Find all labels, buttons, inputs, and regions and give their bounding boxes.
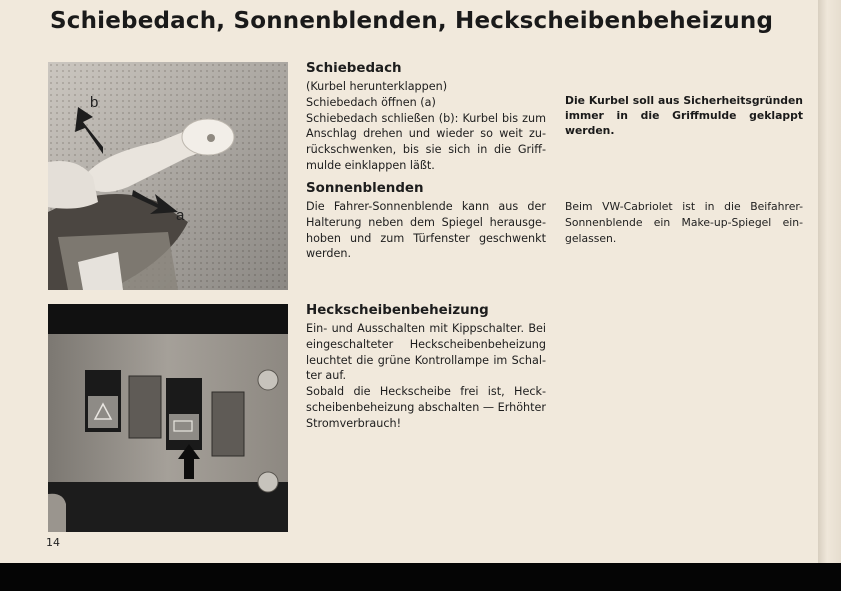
page-title: Schiebedach, Sonnenblenden, Heckscheibenbeheizung [50, 8, 774, 34]
bottom-border [0, 563, 841, 591]
heckscheibe-heading: Heckscheibenbeheizung [306, 303, 489, 318]
rear-window-switch-photo [48, 304, 288, 532]
arrow-b-label: b [90, 94, 99, 111]
cabriolet-note: Beim VW-Cabriolet ist in die Beifahrer-Sonnenblende ein Make-up-Spiegel eingelassen. [565, 200, 803, 245]
section-schiebedach [306, 60, 546, 174]
page-edge [818, 0, 841, 563]
schiebedach-line-1: (Kurbel herunterklappen) [306, 80, 448, 93]
schiebedach-line-3: Schiebedach schließen (b): Kurbel bis zum Anschlag drehen und wieder so weit zurückschwenken, bis sie sich in die Griffmulde einklappen läßt. [306, 111, 546, 172]
safety-note: Die Kurbel soll aus Sicherheitsgründen immer in die Griffmulde geklappt werden. [565, 94, 803, 137]
section-sonnenblenden [306, 180, 546, 262]
page-number: 14 [46, 536, 60, 549]
sonnenblenden-text: Die Fahrer-Sonnenblende kann aus der Halterung neben dem Spiegel herausgehoben und zum Türfenster geschwenkt werden. [306, 200, 546, 261]
sunroof-crank-photo [48, 62, 288, 290]
schiebedach-line-2: Schiebedach öffnen (a) [306, 95, 436, 109]
section-heckscheibenbeheizung [306, 302, 546, 432]
sonnenblenden-heading: Sonnenblenden [306, 181, 424, 196]
arrow-a-label: a [176, 207, 185, 224]
schiebedach-heading: Schiebedach [306, 61, 402, 76]
heckscheibe-text-1: Ein- und Ausschalten mit Kippschalter. Bei eingeschalteter Heckscheibenbeheizung leuchtet die grüne Kontrollampe im Schalter auf. [306, 322, 546, 383]
heckscheibe-text-2: Sobald die Heckscheibe frei ist, Heckscheibenbeheizung abschalten — Erhöhter Stromverbrauch! [306, 385, 546, 430]
